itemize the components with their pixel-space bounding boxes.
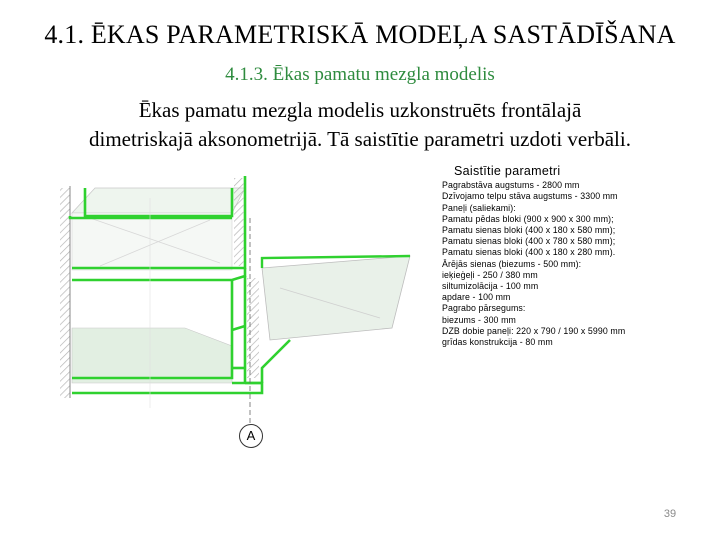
parameter-item: ieķieģeļi - 250 / 380 mm bbox=[442, 269, 538, 280]
body-line-2: dimetriskajā aksonometrijā. Tā saistītie parametri uzdoti verbāli. bbox=[89, 127, 631, 151]
parameter-item: Dzīvojamo telpu stāva augstums - 3300 mm bbox=[442, 191, 618, 202]
basement-floor-surface bbox=[72, 328, 232, 383]
ground-surface-right bbox=[262, 256, 410, 340]
axis-label-a: A bbox=[239, 424, 263, 448]
body-paragraph bbox=[10, 96, 710, 154]
parameter-item: Pamatu sienas bloki (400 x 180 x 580 mm); bbox=[442, 225, 616, 236]
parameters-list bbox=[442, 180, 682, 348]
wall-hatch-basement bbox=[247, 278, 259, 378]
slide-subtitle: 4.1.3. Ēkas pamatu mezgla modelis bbox=[225, 64, 495, 85]
parameter-item: Ārējās sienas (biezums - 500 mm): bbox=[442, 258, 582, 269]
parameter-item: Pamatu sienas bloki (400 x 780 x 580 mm); bbox=[442, 236, 616, 247]
parameter-item: Paneļi (saliekami): bbox=[442, 202, 516, 213]
outer-wall-hatch-left bbox=[60, 188, 70, 398]
parameters-panel bbox=[442, 166, 682, 348]
parameter-item: Pagrabo pārsegums: bbox=[442, 303, 526, 314]
page-number: 39 bbox=[663, 508, 677, 520]
parameter-item: apdare - 100 mm bbox=[442, 292, 511, 303]
parameter-item: grīdas konstrukcija - 80 mm bbox=[442, 337, 553, 348]
parameters-title: Saistītie parametri bbox=[454, 164, 561, 178]
ground-floor-plane bbox=[72, 213, 232, 270]
parameter-item: DZB dobie paneļi: 220 x 790 / 190 x 5990 mm bbox=[442, 325, 626, 336]
parameter-item: Pamatu sienas bloki (400 x 180 x 280 mm). bbox=[442, 247, 616, 258]
parameter-item: Pamatu pēdas bloki (900 x 900 x 300 mm); bbox=[442, 213, 614, 224]
parameter-item: Pagrabstāva augstums - 2800 mm bbox=[442, 180, 580, 191]
parameter-item: siltumizolācija - 100 mm bbox=[442, 281, 539, 292]
upper-floor-surface bbox=[72, 188, 245, 213]
slide-title: 4.1. ĒKAS PARAMETRISKĀ MODEĻA SASTĀDĪŠANA bbox=[44, 20, 676, 49]
wall-hatch-upper bbox=[234, 178, 244, 266]
body-line-1: Ēkas pamatu mezgla modelis uzkonstruēts frontālajā bbox=[138, 98, 582, 122]
parameter-item: biezums - 300 mm bbox=[442, 314, 516, 325]
